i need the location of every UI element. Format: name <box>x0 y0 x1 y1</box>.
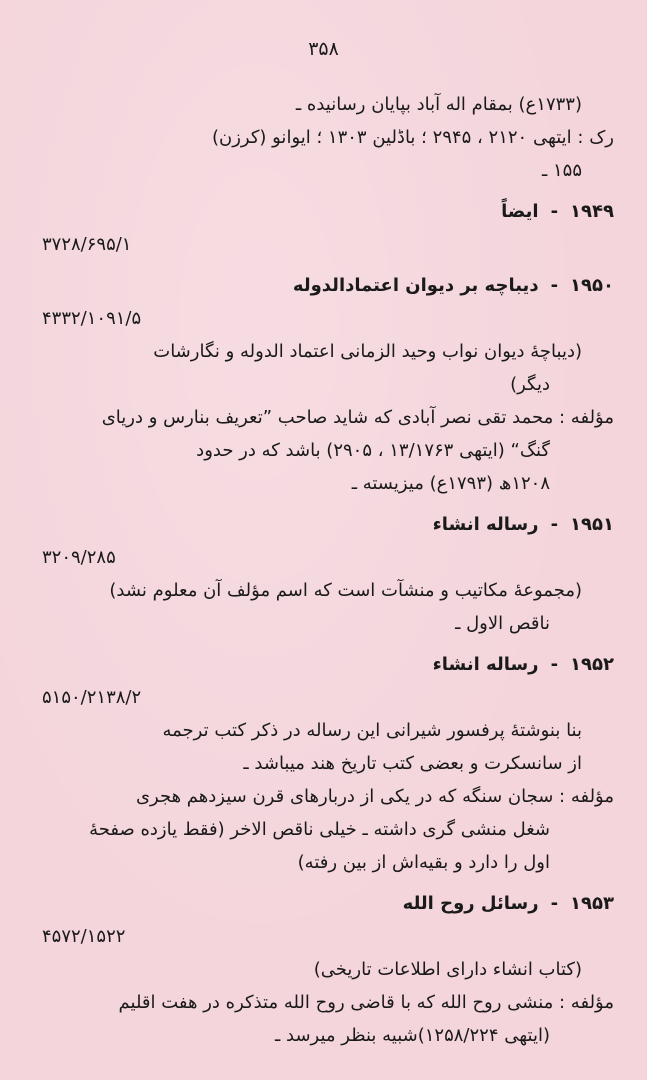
entry-title: دیباچه بر دیوان اعتمادالدوله <box>292 275 539 296</box>
entry-heading <box>42 887 614 920</box>
text-line: (ایتهی ۱۲۵۸/۲۲۴)شبیه بنظر میرسد ـ <box>275 1025 550 1046</box>
entry-heading <box>42 269 614 302</box>
entry-title: رساله انشاء <box>432 514 539 535</box>
text-line: از سانسکرت و بعضی کتب تاریخ هند میباشد ـ <box>243 753 582 774</box>
text-line: مؤلفه : منشی روح الله که با قاضی روح الله متذکره در هفت اقلیم <box>118 992 614 1013</box>
text-line: (دیباچهٔ دیوان نواب وحید الزمانی اعتماد الدوله و نگارشات <box>153 341 582 362</box>
shelf-reference: ۵۱۵۰/۲۱۳۸/۲ <box>42 687 142 708</box>
text-line: اول را دارد و بقیه‌اش از بین رفته) <box>297 852 550 873</box>
entry-dash: - <box>550 514 559 535</box>
text-line: دیگر) <box>510 374 550 395</box>
text-line: (۱۷۳۳ع) بمقام اله آباد بپایان رسانیده ـ <box>295 94 582 115</box>
entry-heading <box>42 648 614 681</box>
text-line: بنا بنوشتهٔ پرفسور شیرانی این رساله در ذکر کتب ترجمه <box>162 720 582 741</box>
entry-number: ۱۹۵۲ <box>570 654 614 675</box>
shelf-reference: ۴۵۷۲/۱۵۲۲ <box>42 926 126 947</box>
text-line: مؤلفه : سجان سنگه که در یکی از دربارهای قرن سیزدهم هجری <box>135 786 614 807</box>
shelf-reference: ۳۷۲۸/۶۹۵/۱ <box>42 234 132 255</box>
entry-title: ایضاً <box>501 201 539 222</box>
text-line: ۱۲۰۸ھ (۱۷۹۳ع) میزیسته ـ <box>351 473 550 494</box>
text-line: مؤلفه : محمد تقی نصر آبادی که شاید صاحب ”تعریف بنارس و دریای <box>101 407 614 428</box>
text-line: رک : ایتهی ۲۱۲۰ ، ۲۹۴۵ ؛ باڈلین ۱۳۰۳ ؛ ایوانو (کرزن) <box>211 127 614 148</box>
text-line: ناقص الاول ـ <box>455 613 550 634</box>
text-line: (کتاب انشاء دارای اطلاعات تاریخی) <box>313 959 582 980</box>
entry-number: ۱۹۵۱ <box>570 514 614 535</box>
entry-heading <box>42 195 614 228</box>
entry-title: رساله انشاء <box>432 654 539 675</box>
entry-dash: - <box>550 654 559 675</box>
entry-number: ۱۹۴۹ <box>570 201 614 222</box>
text-line: گنگ“ (ایتهی ۱۳/۱۷۶۳ ، ۲۹۰۵) باشد که در حدود <box>196 440 550 461</box>
entry-dash: - <box>550 275 559 296</box>
document-body <box>42 88 614 1052</box>
text-line: شغل منشی گری داشته ـ خیلی ناقص الاخر (فقط یازده صفحهٔ <box>89 819 550 840</box>
entry-heading <box>42 508 614 541</box>
entry-title: رسائل روح الله <box>402 893 539 914</box>
entry-number: ۱۹۵۳ <box>570 893 614 914</box>
entry-dash: - <box>550 893 559 914</box>
shelf-reference: ۳۲۰۹/۲۸۵ <box>42 547 116 568</box>
entry-dash: - <box>550 201 559 222</box>
page-number: ۳۵۸ <box>308 38 339 60</box>
entry-number: ۱۹۵۰ <box>570 275 614 296</box>
shelf-reference: ۴۳۳۲/۱۰۹۱/۵ <box>42 308 142 329</box>
text-line: (مجموعهٔ مکاتیب و منشآت است که اسم مؤلف آن معلوم نشد) <box>109 580 582 601</box>
text-line: ۱۵۵ ـ <box>541 160 582 181</box>
